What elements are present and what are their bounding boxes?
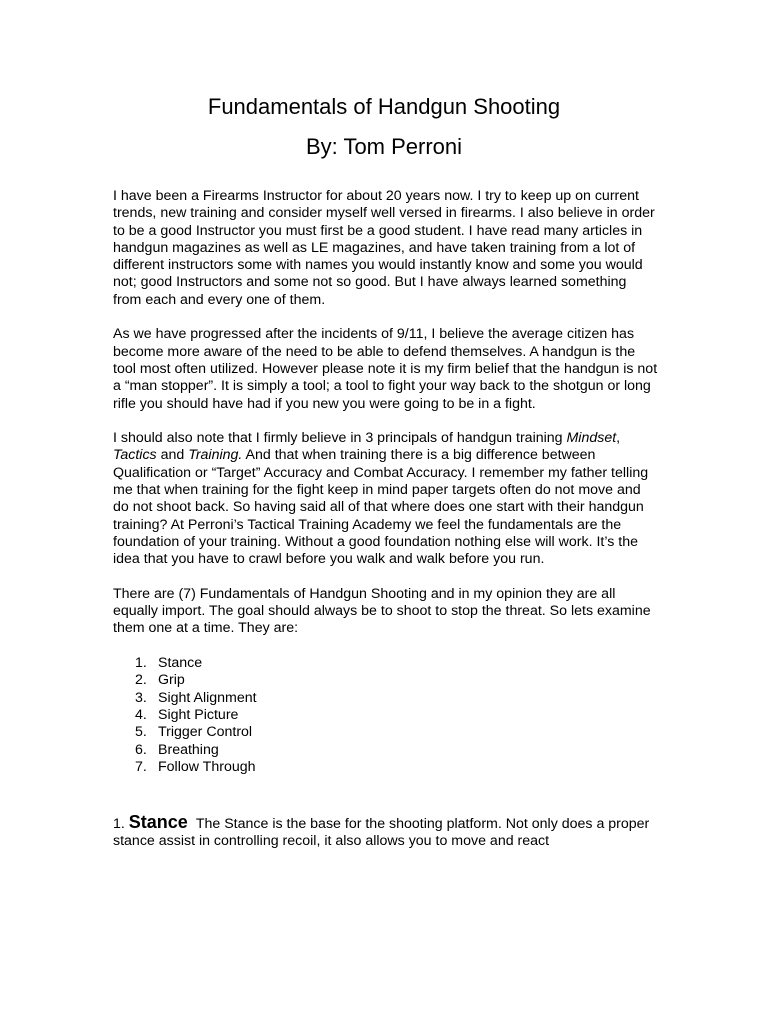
list-item-label: Stance <box>158 655 203 672</box>
paragraph-seven-fundamentals: There are (7) Fundamentals of Handgun Shooting and in my opinion they are all equally import. The goal should always be to shoot to stop the threat. So lets examine them one at a time. They are: <box>113 585 651 637</box>
principle-tactics: Tactics <box>113 447 157 464</box>
list-item <box>113 672 658 689</box>
document-author: By: Tom Perroni <box>305 134 463 159</box>
principle-training: Training. <box>188 447 243 464</box>
fundamentals-list <box>113 655 658 776</box>
list-item-number: 2. <box>135 672 147 689</box>
principles-comma: , <box>616 430 621 447</box>
list-item-number: 3. <box>135 689 147 706</box>
principles-rest-text: And that when training there is a big difference between Qualification or “Target” Accuracy and Combat Accuracy. I remember my father telling me that when training for the fight keep in mind paper targets often do not move and do not shoot back. So having said all of that where does one start with their handgun training? At Perroni’s Tactical Training Academy we feel the fundamentals are the foundation of your training. Without a good foundation nothing else will work. It’s the idea that you have to crawl before you walk and walk before you run. <box>113 447 649 568</box>
document-title: Fundamentals of Handgun Shooting <box>207 94 561 119</box>
paragraph-after-911: As we have progressed after the incidents of 9/11, I believe the average citizen has become more aware of the need to be able to defend themselves. A handgun is the tool most often utilized. However please note it is my firm belief that the handgun is not a “man stopper”. It is simply a tool; a tool to fight your way back to the shotgun or long rifle you should have had if you new you were going to be in a fight. <box>113 326 658 412</box>
list-item <box>113 707 658 724</box>
list-item-label: Grip <box>158 672 185 689</box>
list-item-label: Breathing <box>158 741 219 758</box>
list-item-number: 6. <box>135 741 147 758</box>
document-body <box>113 188 658 868</box>
list-item <box>113 655 658 672</box>
principles-and: and <box>156 447 189 464</box>
principles-lead-text: I should also note that I firmly believe in 3 principals of handgun training <box>113 430 567 447</box>
paragraph-principles <box>113 430 658 568</box>
list-item <box>113 724 658 741</box>
list-item-number: 5. <box>135 724 147 741</box>
list-item-label: Sight Picture <box>158 706 239 723</box>
paragraph-intro: I have been a Firearms Instructor for about 20 years now. I try to keep up on current trends, new training and consider myself well versed in firearms. I also believe in order to be a good Instructor you must first be a good student. I have read many articles in handgun magazines as well as LE magazines, and have taken training from a lot of different instructors some with names you would instantly know and some you would not; good Instructors and some not so good. But I have always learned something from each and every one of them. <box>113 188 655 308</box>
list-item-label: Sight Alignment <box>158 689 257 706</box>
principle-mindset: Mindset <box>566 430 617 447</box>
section-text: The Stance is the base for the shooting platform. Not only does a proper stance assist in controlling recoil, it also allows you to move and react <box>113 816 650 850</box>
list-item-number: 4. <box>135 706 147 723</box>
list-item-label: Trigger Control <box>158 724 253 741</box>
list-item <box>113 742 658 759</box>
list-item-label: Follow Through <box>158 758 256 775</box>
list-item <box>113 690 658 707</box>
section-heading: Stance <box>128 812 188 833</box>
section-stance <box>113 814 658 851</box>
list-item <box>113 759 658 776</box>
section-number: 1. <box>113 816 129 833</box>
list-item-number: 7. <box>135 758 147 775</box>
list-item-number: 1. <box>135 655 147 672</box>
